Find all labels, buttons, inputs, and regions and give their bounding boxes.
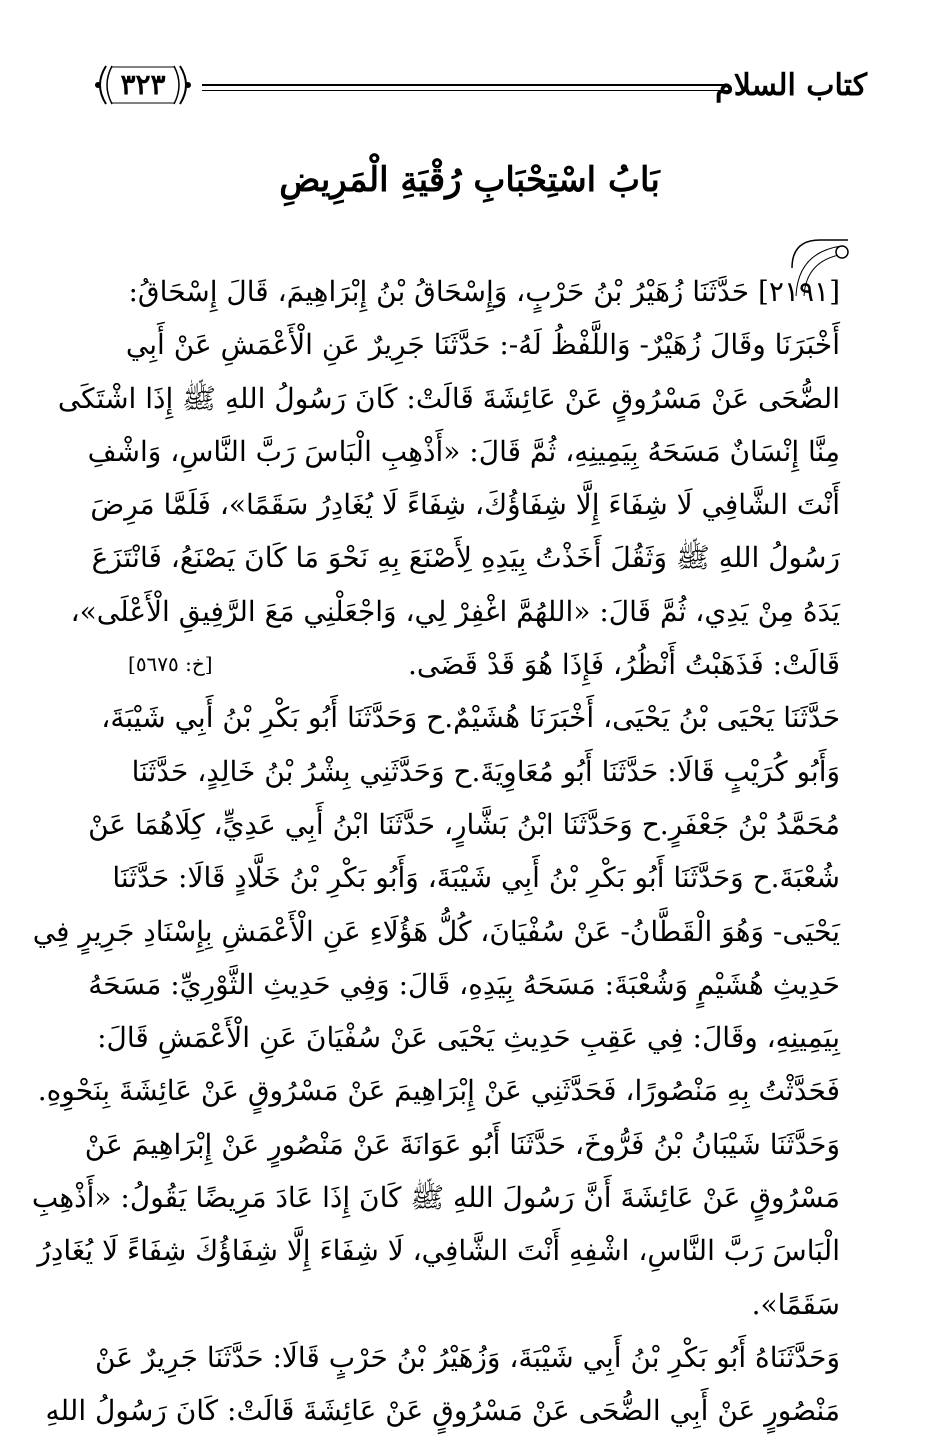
text-line: حَدَّثَنَا يَحْيَى بْنُ يَحْيَى، أَخْبَرَنَا هُشَيْمٌ.ح وَحَدَّثَنَا أَبُو بَكْرِ بْنُ أَبِي شَيْبَةَ، <box>101 701 840 735</box>
text-line: أَنْتَ الشَّافِي لَا شِفَاءَ إِلَّا شِفَاؤُكَ، شِفَاءً لَا يُغَادِرُ سَقَمًا»، فَلَمَّا مَرِضَ <box>90 488 840 522</box>
text-line: قَالَتْ: فَذَهَبْتُ أَنْظُرُ، فَإِذَا هُوَ قَدْ قَضَى. <box>408 648 840 682</box>
text-line: وَحَدَّثَنَاهُ أَبُو بَكْرِ بْنُ أَبِي شَيْبَةَ، وَزُهَيْرُ بْنُ حَرْبٍ قَالَا: حَدَّثَنَا جَرِيرٌ عَنْ <box>95 1340 840 1374</box>
header-rule <box>202 84 729 91</box>
running-title: كتاب السلام <box>715 68 867 103</box>
text-line: الْبَاسَ رَبَّ النَّاسِ، اشْفِهِ أَنْتَ الشَّافِي، لَا شِفَاءَ إِلَّا شِفَاؤُكَ شِفَاءً لَا يُغَادِرُ <box>37 1234 840 1268</box>
page-header <box>92 58 867 118</box>
chapter-heading: بَابُ اسْتِحْبَابِ رُقْيَةِ الْمَرِيضِ <box>279 160 660 200</box>
page-number-frame <box>92 62 194 108</box>
body-text <box>31 265 840 1438</box>
text-line-with-reference <box>128 638 840 691</box>
text-line: فَحَدَّثْتُ بِهِ مَنْصُورًا، فَحَدَّثَنِي عَنْ إِبْرَاهِيمَ عَنْ مَسْرُوقٍ عَنْ عَائِشَةَ بِنَحْوِهِ. <box>37 1074 840 1108</box>
page-number: ٣٢٣ <box>120 68 166 101</box>
text-line: أَخْبَرَنَا وقَالَ زُهَيْرٌ- وَاللَّفْظُ لَهُ-: حَدَّثَنَا جَرِيرٌ عَنِ الْأَعْمَشِ عَنْ أَبِي <box>125 328 840 362</box>
text-line: يَدَهُ مِنْ يَدِي، ثُمَّ قَالَ: «اللهُمَّ اغْفِرْ لِي، وَاجْعَلْنِي مَعَ الرَّفِيقِ الْأَعْلَى»، <box>70 594 840 628</box>
text-line: وَأَبُو كُرَيْبٍ قَالَا: حَدَّثَنَا أَبُو مُعَاوِيَةَ.ح وَحَدَّثَنِي بِشْرُ بْنُ خَالِدٍ، حَدَّثَنَا <box>131 754 840 788</box>
text-line: مَنْصُورٍ عَنْ أَبِي الضُّحَى عَنْ مَسْرُوقٍ عَنْ عَائِشَةَ قَالَتْ: كَانَ رَسُولُ اللهِ <box>45 1394 840 1428</box>
text-line: مِنَّا إِنْسَانٌ مَسَحَهُ بِيَمِينِهِ، ثُمَّ قَالَ: «أَذْهِبِ الْبَاسَ رَبَّ النَّاسِ، وَاشْفِ <box>87 434 840 468</box>
text-line: مُحَمَّدُ بْنُ جَعْفَرٍ.ح وَحَدَّثَنَا ابْنُ بَشَّارٍ، حَدَّثَنَا ابْنُ أَبِي عَدِيٍّ، كِلَاهُمَا عَنْ <box>88 807 840 841</box>
text-line: الضُّحَى عَنْ مَسْرُوقٍ عَنْ عَائِشَةَ قَالَتْ: كَانَ رَسُولُ اللهِ ﷺ إِذَا اشْتَكَى <box>57 381 840 415</box>
text-line: يَحْيَى- وَهُوَ الْقَطَّانُ- عَنْ سُفْيَانَ، كُلُّ هَؤُلَاءِ عَنِ الْأَعْمَشِ بِإِسْنَادِ جَرِيرٍ فِي <box>32 914 840 948</box>
text-line: سَقَمًا». <box>751 1287 840 1321</box>
reference-tag: [خ: ٥٦٧٥] <box>128 652 213 677</box>
text-line: مَسْرُوقٍ عَنْ عَائِشَةَ أَنَّ رَسُولَ اللهِ ﷺ كَانَ إِذَا عَادَ مَرِيضًا يَقُولُ: «أَذْهِبِ <box>31 1181 840 1215</box>
text-line: شُعْبَةَ.ح وَحَدَّثَنَا أَبُو بَكْرِ بْنُ أَبِي شَيْبَةَ، وَأَبُو بَكْرِ بْنُ خَلَّادٍ قَالَا: حَدَّثَنَا <box>112 861 840 895</box>
text-line: [٢١٩١] حَدَّثَنَا زُهَيْرُ بْنُ حَرْبٍ، وَإِسْحَاقُ بْنُ إِبْرَاهِيمَ، قَالَ إِسْحَاقُ: <box>128 275 840 308</box>
text-line: بِيَمِينِهِ، وقَالَ: فِي عَقِبِ حَدِيثِ يَحْيَى عَنْ سُفْيَانَ عَنِ الْأَعْمَشِ قَالَ: <box>97 1021 840 1055</box>
text-line: وَحَدَّثَنَا شَيْبَانُ بْنُ فَرُّوخَ، حَدَّثَنَا أَبُو عَوَانَةَ عَنْ مَنْصُورٍ عَنْ إِبْرَاهِيمَ عَنْ <box>84 1127 840 1161</box>
text-line: رَسُولُ اللهِ ﷺ وَثَقُلَ أَخَذْتُ بِيَدِهِ لِأَصْنَعَ بِهِ نَحْوَ مَا كَانَ يَصْنَعُ، فَانْتَزَعَ <box>91 541 840 575</box>
text-line: حَدِيثِ هُشَيْمٍ وَشُعْبَةَ: مَسَحَهُ بِيَدِهِ، قَالَ: وَفِي حَدِيثِ الثَّوْرِيِّ: مَسَحَهُ <box>88 967 840 1001</box>
